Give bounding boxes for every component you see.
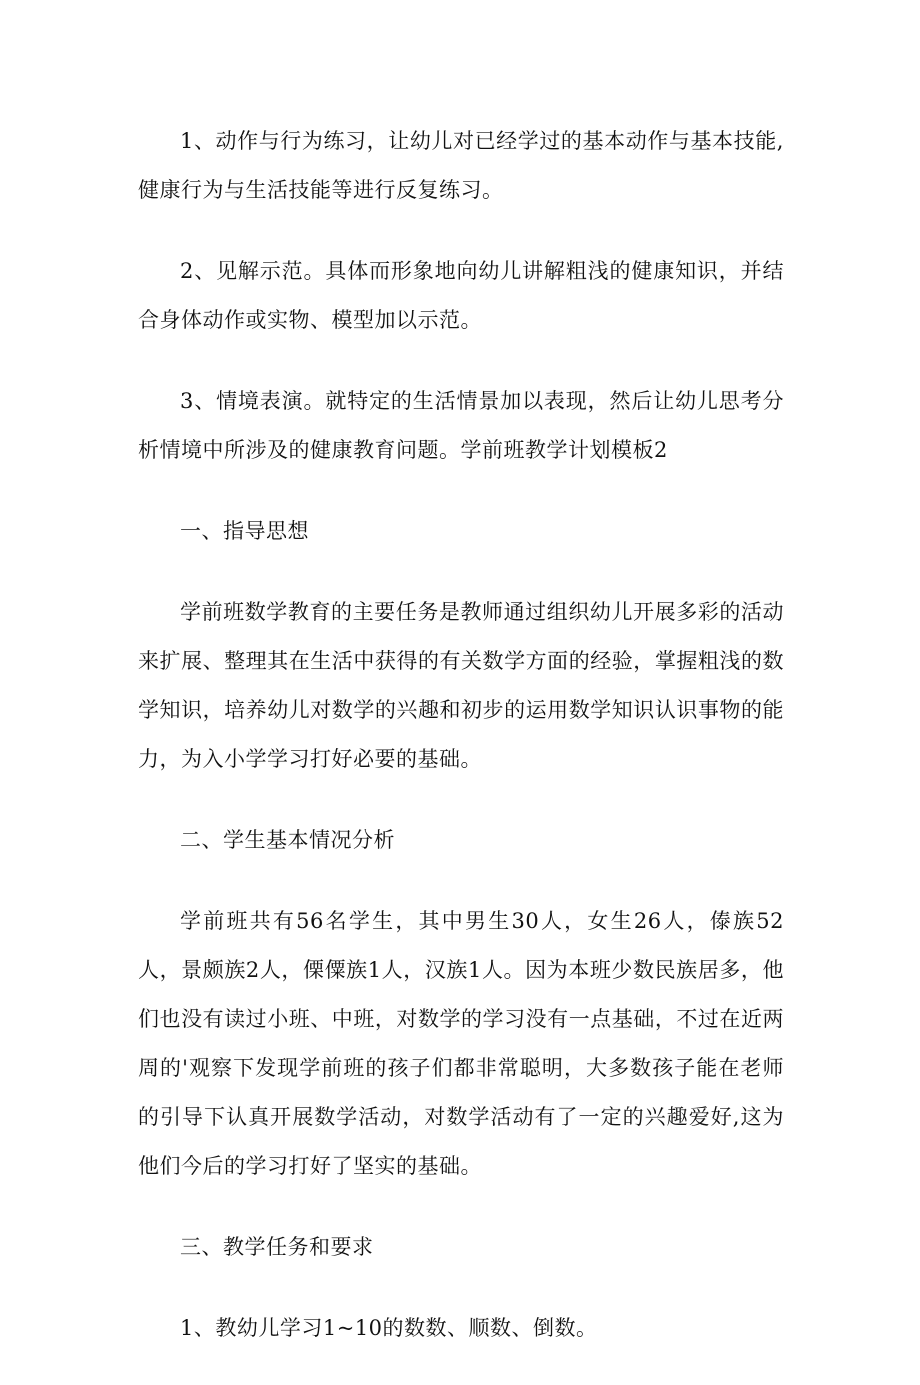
section-heading-tasks-requirements: 三、教学任务和要求 [180,1235,374,1259]
paragraph-task-1: 1、教幼儿学习1~10的数数、顺数、倒数。 [180,1316,598,1340]
document-body [138,117,784,1385]
section-heading-guiding-ideology: 一、指导思想 [180,519,309,543]
paragraph-practice: 1、动作与行为练习，让幼儿对已经学过的基本动作与基本技能,健康行为与生活技能等进行反复练习。 [138,129,784,202]
paragraph-demonstration: 2、见解示范。具体而形象地向幼儿讲解粗浅的健康知识，并结合身体动作或实物、模型加以示范。 [138,259,784,332]
paragraph-guiding-ideology: 学前班数学教育的主要任务是教师通过组织幼儿开展多彩的活动来扩展、整理其在生活中获得的有关数学方面的经验，掌握粗浅的数学知识，培养幼儿对数学的兴趣和初步的运用数学知识认识事物的能力，为入小学学习打好必要的基础。 [138,600,784,771]
paragraph-student-analysis: 学前班共有56名学生，其中男生30人，女生26人，傣族52人，景颇族2人，傈僳族1人，汉族1人。因为本班少数民族居多，他们也没有读过小班、中班，对数学的学习没有一点基础，不过在近两周的'观察下发现学前班的孩子们都非常聪明，大多数孩子能在老师的引导下认真开展数学活动，对数学活动有了一定的兴趣爱好,这为他们今后的学习打好了坚实的基础。 [138,909,784,1178]
paragraph-situational-performance: 3、情境表演。就特定的生活情景加以表现，然后让幼儿思考分析情境中所涉及的健康教育问题。学前班教学计划模板2 [138,389,784,462]
section-heading-student-analysis: 二、学生基本情况分析 [180,828,395,852]
